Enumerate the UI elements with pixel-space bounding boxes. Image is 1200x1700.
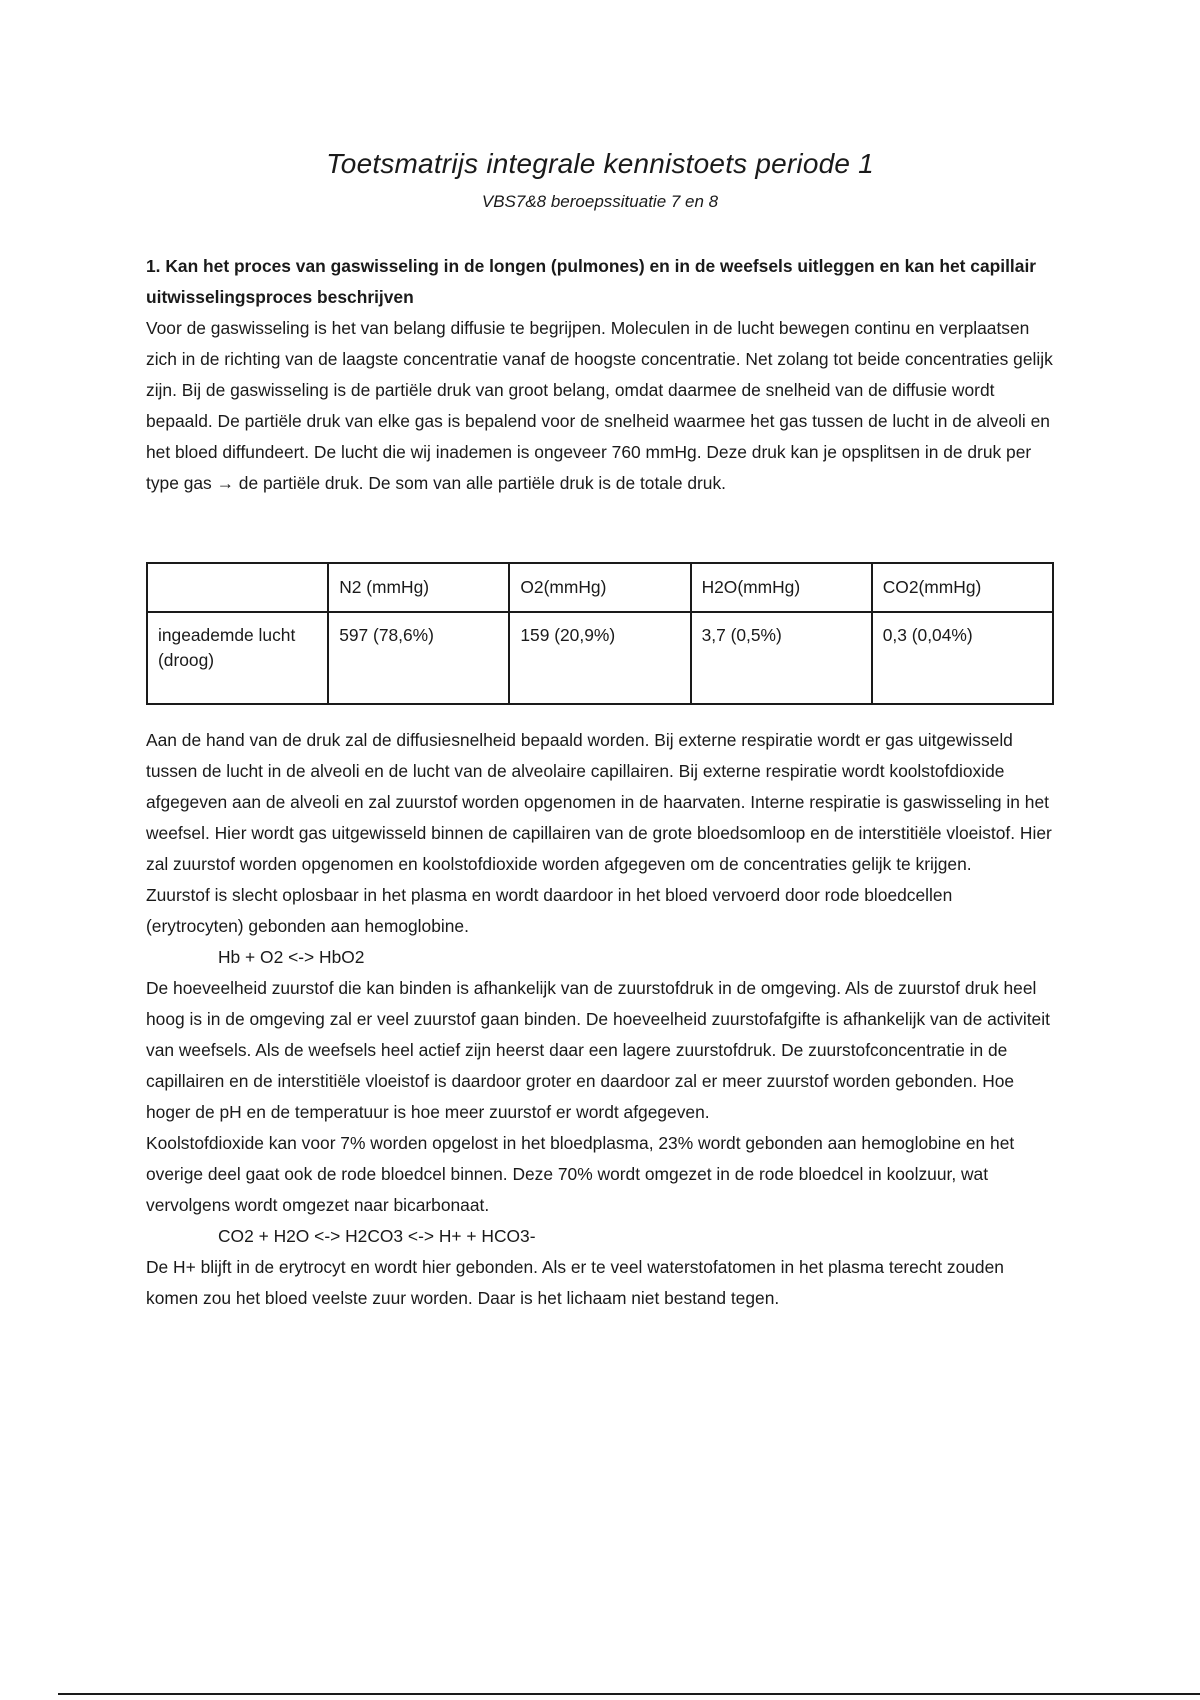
document-title: Toetsmatrijs integrale kennistoets periode 1 — [326, 148, 874, 179]
formula-hemoglobin: Hb + O2 <-> HbO2 — [218, 947, 365, 967]
table-cell: ingeademde lucht (droog) — [147, 612, 328, 704]
document-subtitle: VBS7&8 beroepssituatie 7 en 8 — [481, 192, 719, 211]
footer-divider — [58, 1693, 1200, 1695]
section-2 — [146, 725, 1054, 1314]
table-header-cell — [147, 563, 328, 612]
paragraph-oxygen-binding: De hoeveelheid zuurstof die kan binden is afhankelijk van de zuurstofdruk in de omgeving. Als de zuurstof druk heel hoog is in de omgeving zal er veel zuurstof gaan binden. De hoeveelheid zuurstofafgifte is afhankelijk van de activiteit van weefsels. Als de weefsels heel actief zijn heerst daar een lagere zuurstofdruk. De zuurstofconcentratie in de capillairen en de interstitiële vloeistof is daardoor groter en daardoor zal er meer zuurstof worden gebonden. Hoe hoger de pH en de temperatuur is hoe meer zuurstof er wordt afgegeven. — [146, 978, 1050, 1122]
table-header-cell: O2(mmHg) — [509, 563, 690, 612]
table-header-row — [147, 563, 1053, 612]
paragraph-carbon-dioxide: Koolstofdioxide kan voor 7% worden opgelost in het bloedplasma, 23% wordt gebonden aan hemoglobine en het overige deel gaat ook de rode bloedcel binnen. Deze 70% wordt omgezet in de rode bloedcel in koolzuur, wat vervolgens wordt omgezet naar bicarbonaat. — [146, 1133, 1015, 1215]
paragraph-oxygen-transport: Zuurstof is slecht oplosbaar in het plasma en wordt daardoor in het bloed vervoerd door rode bloedcellen (erytrocyten) gebonden aan hemoglobine. — [146, 885, 953, 936]
paragraph-respiration: Aan de hand van de druk zal de diffusiesnelheid bepaald worden. Bij externe respiratie wordt er gas uitgewisseld tussen de lucht in de alveoli en de lucht van de alveolaire capillairen. Bij externe respiratie wordt koolstofdioxide afgegeven aan de alveoli en zal zuurstof worden opgenomen in de haarvaten. Interne respiratie is gaswisseling in het weefsel. Hier wordt gas uitgewisseld binnen de capillairen van de grote bloedsomloop en de interstitiële vloeistof. Hier zal zuurstof worden opgenomen en koolstofdioxide worden afgegeven om de concentraties gelijk te krijgen. — [146, 730, 1052, 874]
table-cell: 0,3 (0,04%) — [872, 612, 1053, 704]
table-cell: 3,7 (0,5%) — [691, 612, 872, 704]
section-1-heading: 1. Kan het proces van gaswisseling in de longen (pulmones) en in de weefsels uitleggen en kan het capillair uitwisselingsproces beschrijven — [146, 256, 1037, 307]
table-row — [147, 612, 1053, 704]
section-1-intro: Voor de gaswisseling is het van belang diffusie te begrijpen. Moleculen in de lucht bewegen continu en verplaatsen zich in de richting van de laagste concentratie vanaf de hoogste concentratie. Net zolang tot beide concentraties gelijk zijn. Bij de gaswisseling is de partiële druk van groot belang, omdat daarmee de snelheid van de diffusie wordt bepaald. De partiële druk van elke gas is bepalend voor de snelheid waarmee het gas tussen de lucht in de alveoli en het bloed diffundeert. De lucht die wij inademen is ongeveer 760 mmHg. Deze druk kan je opsplitsen in de druk per type gas → de partiële druk. De som van alle partiële druk is de totale druk. — [146, 318, 1053, 493]
table-header-cell: N2 (mmHg) — [328, 563, 509, 612]
table-cell: 597 (78,6%) — [328, 612, 509, 704]
section-1 — [146, 251, 1054, 499]
paragraph-hydrogen-ions: De H+ blijft in de erytrocyt en wordt hier gebonden. Als er te veel waterstofatomen in het plasma terecht zouden komen zou het bloed veelste zuur worden. Daar is het lichaam niet bestand tegen. — [146, 1257, 1004, 1308]
partial-pressure-table — [146, 562, 1054, 705]
formula-bicarbonate: CO2 + H2O <-> H2CO3 <-> H+ + HCO3- — [218, 1226, 536, 1246]
table-header-cell: CO2(mmHg) — [872, 563, 1053, 612]
table-cell: 159 (20,9%) — [509, 612, 690, 704]
table-header-cell: H2O(mmHg) — [691, 563, 872, 612]
